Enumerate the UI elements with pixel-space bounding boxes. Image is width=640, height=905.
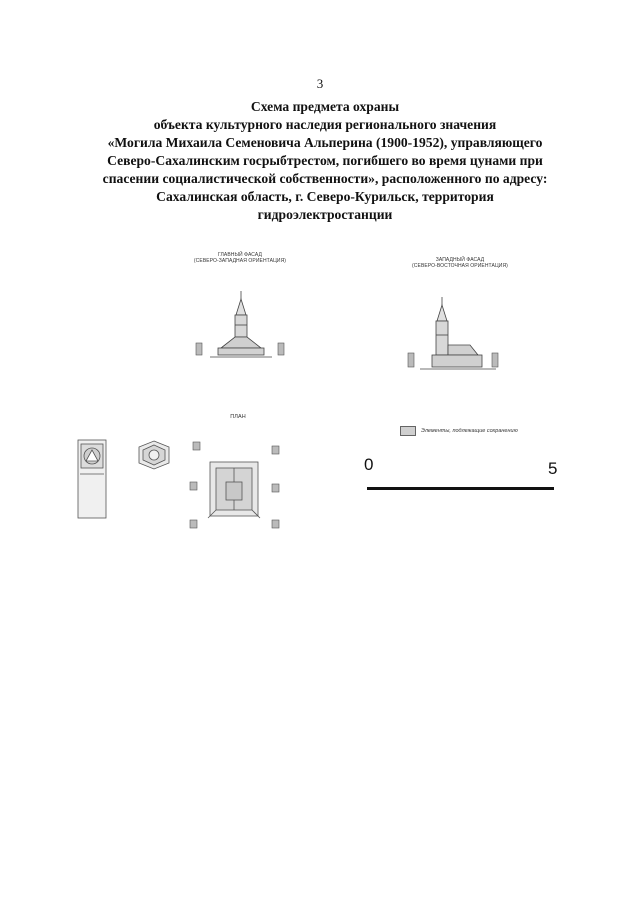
title-line-5: спасении социалистической собственности», расположенного по адресу: [102, 171, 548, 186]
document-title [80, 98, 570, 224]
title-line-6: Сахалинская область, г. Северо-Курильск, территория [156, 189, 494, 204]
scale-end-label: 5 [548, 459, 558, 478]
west-facade-drawing [400, 295, 510, 380]
title-line-7: гидроэлектростанции [257, 207, 393, 222]
title-line-3: «Могила Михаила Семеновича Альперина (1900-1952), управляющего [107, 135, 543, 150]
page-number: 3 [316, 76, 324, 91]
main-facade-drawing [190, 285, 290, 365]
west-facade-subtitle: (СЕВЕРО-ВОСТОЧНАЯ ОРИЕНТАЦИЯ) [412, 263, 508, 269]
plan-drawing [72, 432, 292, 532]
title-line-2: объекта культурного наследия регионального значения [153, 117, 497, 132]
main-facade-title: ГЛАВНЫЙ ФАСАД [217, 252, 262, 258]
scale-start-label: 0 [364, 455, 374, 474]
west-facade-caption [400, 257, 520, 269]
legend-swatch-icon [400, 426, 416, 436]
title-line-4: Северо-Сахалинским госрыбтрестом, погибшего во время цунами при [107, 153, 543, 168]
main-facade-caption [180, 252, 300, 264]
west-facade-title: ЗАПАДНЫЙ ФАСАД [435, 257, 485, 263]
legend-text: Элементы, подлежащие сохранению [421, 428, 518, 434]
plan-title: ПЛАН [230, 414, 246, 420]
title-line-1: Схема предмета охраны [250, 99, 400, 114]
main-facade-subtitle: (СЕВЕРО-ЗАПАДНАЯ ОРИЕНТАЦИЯ) [193, 258, 287, 264]
plan-caption [208, 414, 268, 420]
scale-bar [367, 487, 554, 490]
